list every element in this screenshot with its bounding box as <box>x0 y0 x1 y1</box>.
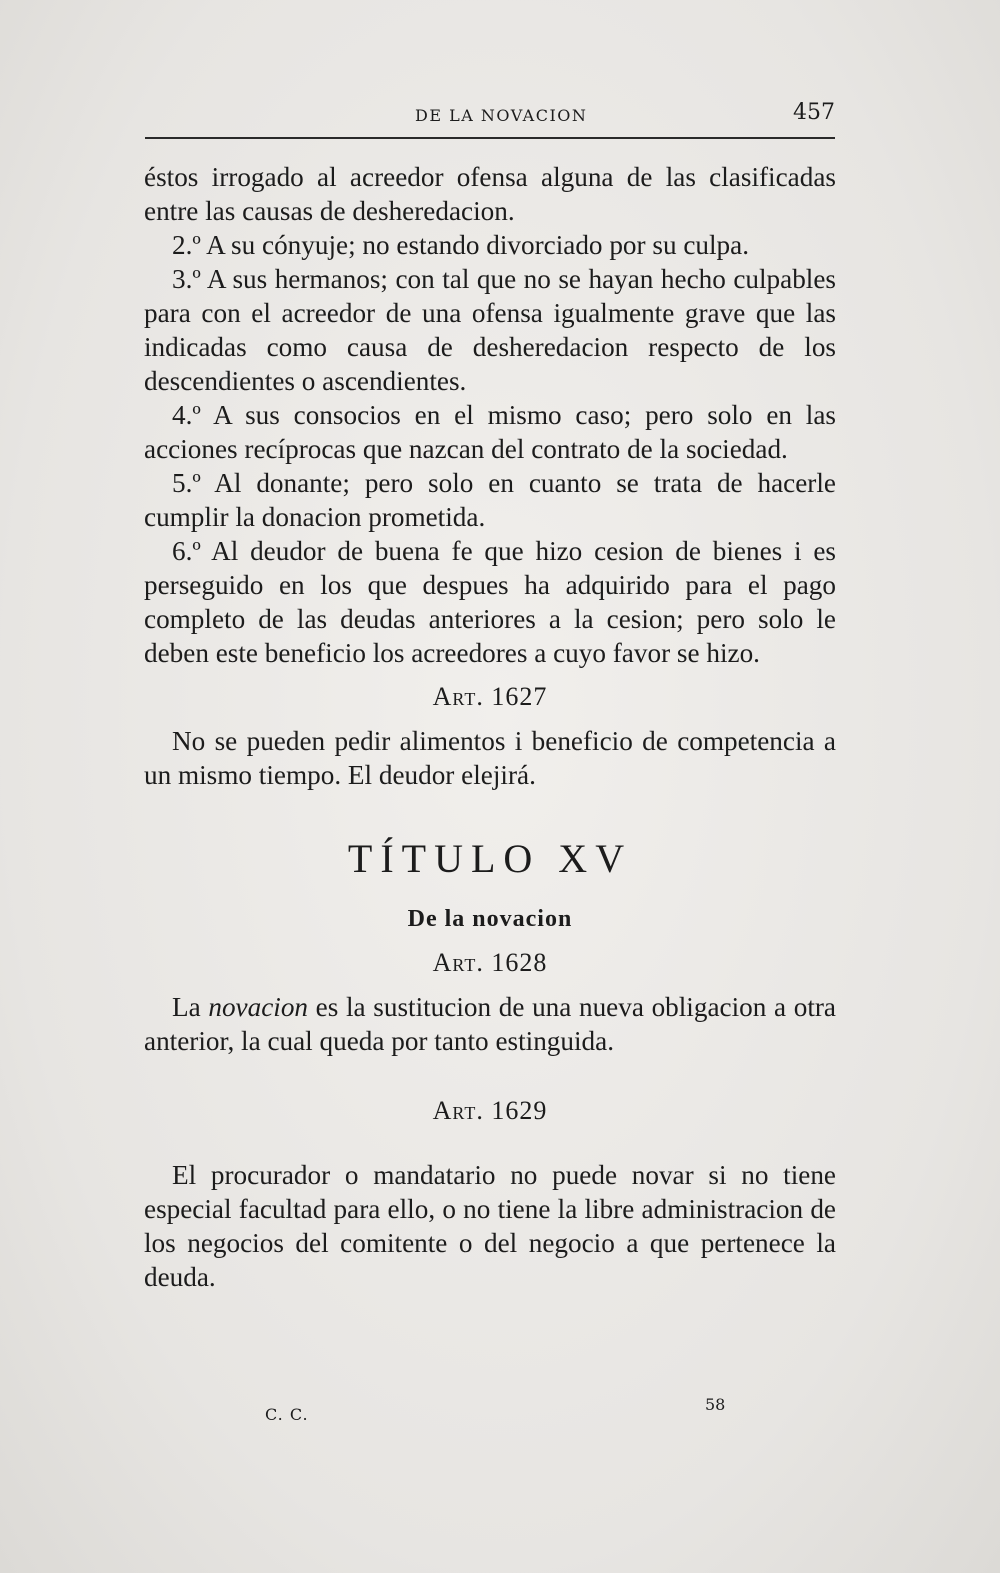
article-text-1627: No se pueden pedir alimentos i beneficio de competencia a un mismo tiempo. El deudor elejirá. <box>144 726 836 790</box>
paragraph-continuation: éstos irrogado al acreedor ofensa alguna de las clasificadas entre las causas de desheredacion. <box>144 162 836 226</box>
running-title: DE LA NOVACION <box>415 106 588 125</box>
page-header <box>145 100 835 140</box>
article-heading-1629: Art. 1629 <box>432 1096 548 1125</box>
paragraph-item-5: 5.º Al donante; pero solo en cuanto se trata de hacerle cumplir la donacion prometida. <box>144 468 836 532</box>
paragraph-item-2: 2.º A su cónyuje; no estando divorciado por su culpa. <box>172 230 750 260</box>
sheet-number: 58 <box>705 1395 726 1414</box>
paragraph-item-3: 3.º A sus hermanos; con tal que no se hayan hecho culpables para con el acreedor de una ofensa igualmente grave que las indicadas como causa de desheredacion respecto de los descendientes o ascendientes. <box>144 264 836 396</box>
paragraph-item-6: 6.º Al deudor de buena fe que hizo cesion de bienes i es perseguido en los que despues ha adquirido para el pago completo de las deudas anteriores a la cesion; pero solo le deben este beneficio los acreedores a cuyo favor se hizo. <box>144 536 836 668</box>
page-body <box>144 160 836 1294</box>
title-subheading: De la novacion <box>407 906 573 932</box>
article-heading-1627: Art. 1627 <box>432 682 548 711</box>
header-rule <box>145 137 835 139</box>
article-text-1628: La novacion es la sustitucion de una nueva obligacion a otra anterior, la cual queda por tanto estinguida. <box>144 992 836 1056</box>
article-heading-1628: Art. 1628 <box>432 948 548 977</box>
paragraph-item-4: 4.º A sus consocios en el mismo caso; pero solo en las acciones recíprocas que nazcan del contrato de la sociedad. <box>144 400 836 464</box>
article-text-1629: El procurador o mandatario no puede novar si no tiene especial facultad para ello, o no tiene la libre administracion de los negocios del comitente o del negocio a que pertenece la deuda. <box>144 1160 836 1292</box>
title-heading: TÍTULO XV <box>347 836 633 881</box>
emphasized-term: novacion <box>208 992 309 1022</box>
page-number: 457 <box>793 100 835 125</box>
signature-mark: C. C. <box>265 1405 309 1424</box>
